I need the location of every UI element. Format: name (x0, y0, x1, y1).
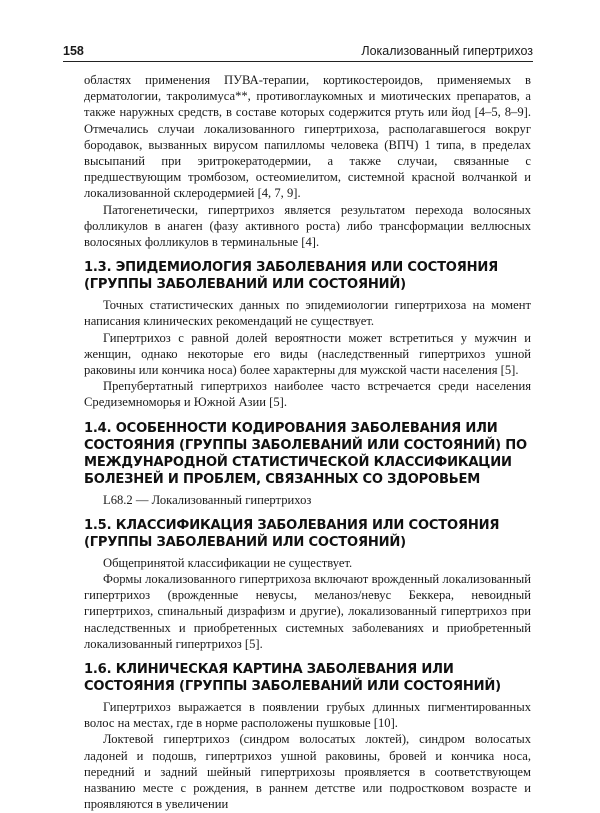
running-header (63, 44, 533, 60)
running-title: Локализованный гипертрихоз (361, 44, 533, 58)
section-heading-1-3: 1.3. ЭПИДЕМИОЛОГИЯ ЗАБОЛЕВАНИЯ ИЛИ СОСТОЯНИЯ (ГРУППЫ ЗАБОЛЕВАНИЙ ИЛИ СОСТОЯНИЙ) (84, 260, 499, 293)
paragraph: Гипертрихоз с равной долей вероятности может встретиться у мужчин и женщин, однако некоторые его виды (наследственный гипертрихоз ушной раковины или кончика носа) более характерны для мужской части населения [5]. (84, 330, 531, 378)
paragraph: областях применения ПУВА-терапии, кортикостероидов, применяемых в дерматологии, такролимуса**, противоглаукомных и миотических препаратов, а также наружных средств, в составе которых содержится ртуть или йод [4–5, 8–9]. Отмечались случаи локализованного гипертрихоза, располагавшегося вокруг бородавок, вызванных вирусом папилломы человека (ВПЧ) 1 типа, в пределах высыпаний при эритрокератодермии, а также случаи, связанные с предшествующим тромбозом, остеомиелитом, системной красной волчанкой и локализованной склеродермией [4, 7, 9]. (84, 73, 531, 201)
page-body (84, 72, 531, 813)
section-heading-1-4: 1.4. ОСОБЕННОСТИ КОДИРОВАНИЯ ЗАБОЛЕВАНИЯ ИЛИ СОСТОЯНИЯ (ГРУППЫ ЗАБОЛЕВАНИЙ ИЛИ СОСТОЯНИЙ) ПО МЕЖДУНАРОДНОЙ СТАТИСТИЧЕСКОЙ КЛАССИФИКАЦИИ БОЛЕЗНЕЙ И ПРОБЛЕМ, СВЯЗАННЫХ СО ЗДОРОВЬЕМ (84, 420, 527, 487)
paragraph: Патогенетически, гипертрихоз является результатом перехода волосяных фолликулов в анаген (фазу активного роста) либо трансформации веллюсных волосяных фолликулов в терминальные [4]. (84, 202, 531, 250)
paragraph: Локтевой гипертрихоз (синдром волосатых локтей), синдром волосатых ладоней и подошв, гипертрихоз ушной раковины, бровей и кончика носа, передний и задний шейный гипертрихозы проявляется в соответствующем названию месте с рождения, в раннем детстве или подростковом возрасте и проявляются в увеличении (84, 732, 531, 812)
paragraph: Препубертатный гипертрихоз наиболее часто встречается среди населения Средиземноморья и Южной Азии [5]. (84, 379, 531, 410)
page-number: 158 (63, 44, 84, 58)
section-heading-1-6: 1.6. КЛИНИЧЕСКАЯ КАРТИНА ЗАБОЛЕВАНИЯ ИЛИ СОСТОЯНИЯ (ГРУППЫ ЗАБОЛЕВАНИЙ ИЛИ СОСТОЯНИЙ) (84, 662, 501, 695)
paragraph: Гипертрихоз выражается в появлении грубых длинных пигментированных волос на местах, где в норме расположены пушковые [10]. (84, 700, 531, 731)
icd-code-line: L68.2 — Локализованный гипертрихоз (103, 492, 312, 507)
header-rule (63, 61, 533, 62)
paragraph: Формы локализованного гипертрихоза включают врожденный локализованный гипертрихоз (врожденные невусы, меланоз/невус Беккера, невоидный гипертрихоз, спинальный дизрафизм и другие), локализованный гипертрихоз при наследственных и приобретенных системных заболеваниях и приобретенный локализованный гипертрихоз [5]. (84, 572, 531, 651)
paragraph: Общепринятой классификации не существует. (103, 555, 353, 570)
section-heading-1-5: 1.5. КЛАССИФИКАЦИЯ ЗАБОЛЕВАНИЯ ИЛИ СОСТОЯНИЯ (ГРУППЫ ЗАБОЛЕВАНИЙ ИЛИ СОСТОЯНИЙ) (84, 517, 500, 550)
paragraph: Точных статистических данных по эпидемиологии гипертрихоза на момент написания клинических рекомендаций не существует. (84, 298, 531, 329)
